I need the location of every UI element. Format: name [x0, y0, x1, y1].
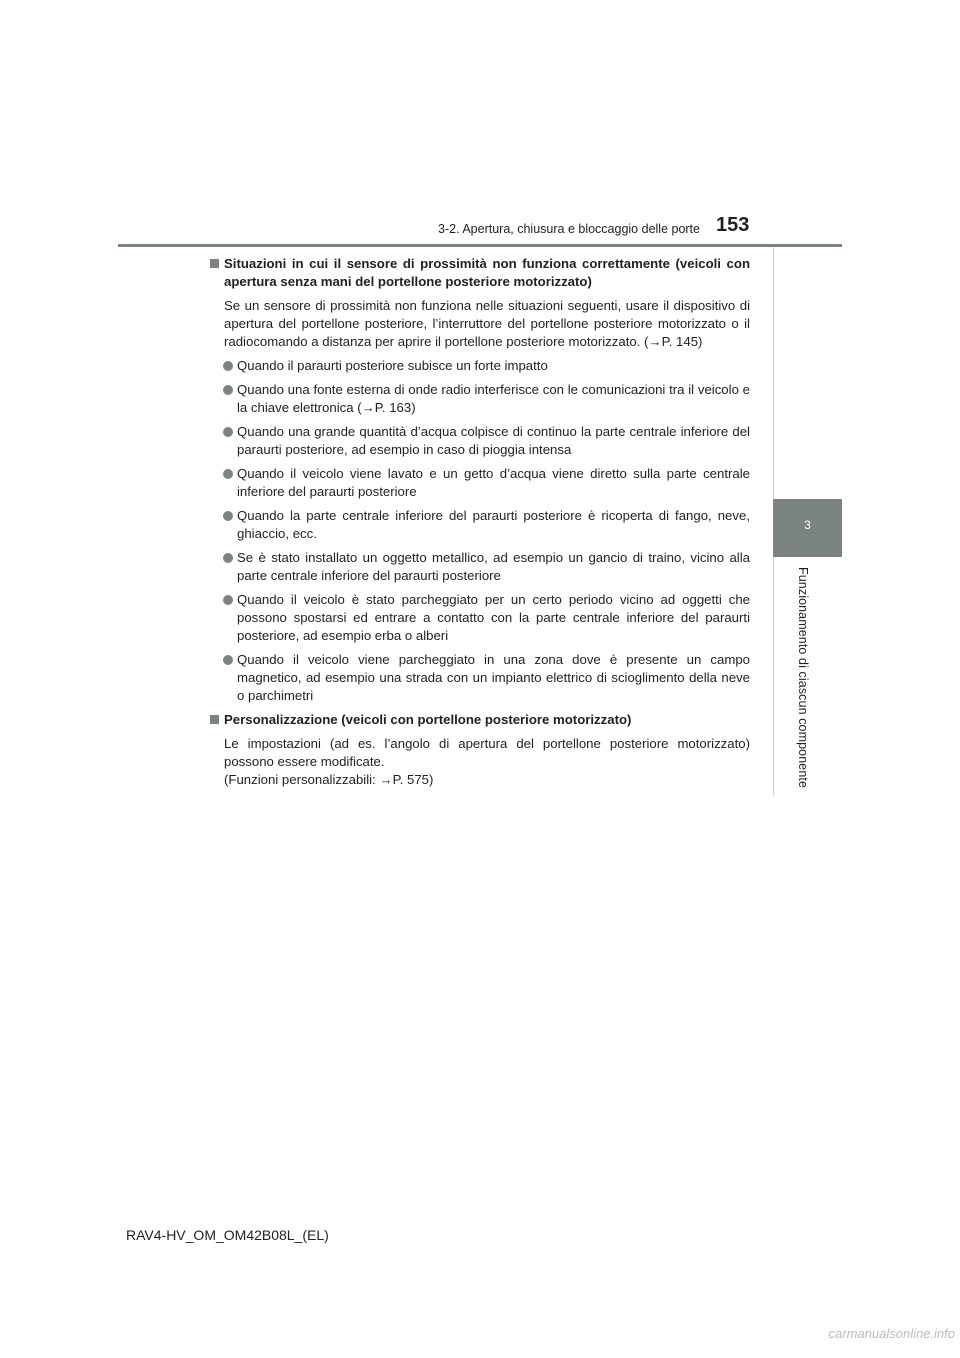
circle-bullet-icon: [223, 469, 233, 479]
circle-bullet-icon: [223, 427, 233, 437]
circle-bullet-icon: [223, 595, 233, 605]
circle-bullet-icon: [223, 553, 233, 563]
main-content: [210, 255, 750, 795]
list-item: [210, 423, 750, 459]
list-item-text: Se è stato installato un oggetto metallico, ad esempio un gancio di traino, vicino alla parte centrale inferiore del paraurti posteriore: [237, 550, 750, 583]
section-heading-text: Personalizzazione (veicoli con portellone posteriore motorizzato): [224, 712, 632, 727]
watermark: carmanualsonline.info: [828, 1326, 955, 1341]
list-item: [210, 549, 750, 585]
circle-bullet-icon: [223, 385, 233, 395]
page-number: 153: [716, 214, 750, 236]
side-bar-top: [773, 247, 843, 499]
chapter-number: 3: [804, 518, 811, 532]
list-item-text: Quando il veicolo viene lavato e un getto d’acqua viene diretto sulla parte centrale inferiore del paraurti posteriore: [237, 466, 750, 499]
list-item-text: Quando la parte centrale inferiore del paraurti posteriore è ricoperta di fango, neve, ghiaccio, ecc.: [237, 508, 750, 541]
section-heading-text: Situazioni in cui il sensore di prossimità non funziona correttamente (veicoli con apertura senza mani del portellone posteriore motorizzato): [224, 256, 750, 289]
circle-bullet-icon: [223, 655, 233, 665]
header-rule: [118, 244, 842, 247]
square-bullet-icon: [210, 715, 219, 724]
section-body-text: Le impostazioni (ad es. l’angolo di apertura del portellone posteriore motorizzato) possono essere modificate.: [224, 736, 750, 769]
list-item: [210, 465, 750, 501]
list-item: [210, 591, 750, 645]
section-intro: Se un sensore di prossimità non funziona nelle situazioni seguenti, usare il dispositivo di apertura del portellone posteriore, l’interruttore del portellone posteriore motorizzato o il radiocomando a distanza per aprire il portellone posteriore motorizzato. (→P. 145): [224, 298, 750, 349]
list-item: [210, 651, 750, 705]
side-line: [773, 557, 774, 795]
list-item: [210, 357, 750, 375]
cross-reference: (Funzioni personalizzabili: →P. 575): [224, 772, 434, 787]
header-section-title: 3-2. Apertura, chiusura e bloccaggio delle porte: [438, 222, 700, 236]
section-heading: [210, 255, 750, 291]
list-item-text: Quando il veicolo è stato parcheggiato per un certo periodo vicino ad oggetti che possono spostarsi ed entrare a contatto con la parte centrale inferiore del paraurti posteriore, ad esempio erba o alberi: [237, 592, 750, 643]
list-item: [210, 507, 750, 543]
list-item-text: Quando una fonte esterna di onde radio interferisce con le comunicazioni tra il veicolo e la chiave elettronica (→P. 163): [237, 382, 750, 415]
section-body: [210, 735, 750, 789]
list-item-text: Quando il veicolo viene parcheggiato in una zona dove è presente un campo magnetico, ad esempio una strada con un impianto elettrico di scioglimento della neve o parchimetri: [237, 652, 750, 703]
list-item: [210, 381, 750, 417]
section-heading: [210, 711, 750, 729]
footer-doc-code: RAV4-HV_OM_OM42B08L_(EL): [126, 1227, 329, 1243]
list-item-text: Quando il paraurti posteriore subisce un forte impatto: [237, 358, 548, 373]
circle-bullet-icon: [223, 361, 233, 371]
list-item-text: Quando una grande quantità d’acqua colpisce di continuo la parte centrale inferiore del paraurti posteriore, ad esempio in caso di pioggia intensa: [237, 424, 750, 457]
chapter-title: Funzionamento di ciascun componente: [796, 567, 810, 788]
square-bullet-icon: [210, 259, 219, 268]
chapter-tab: [773, 499, 842, 557]
circle-bullet-icon: [223, 511, 233, 521]
